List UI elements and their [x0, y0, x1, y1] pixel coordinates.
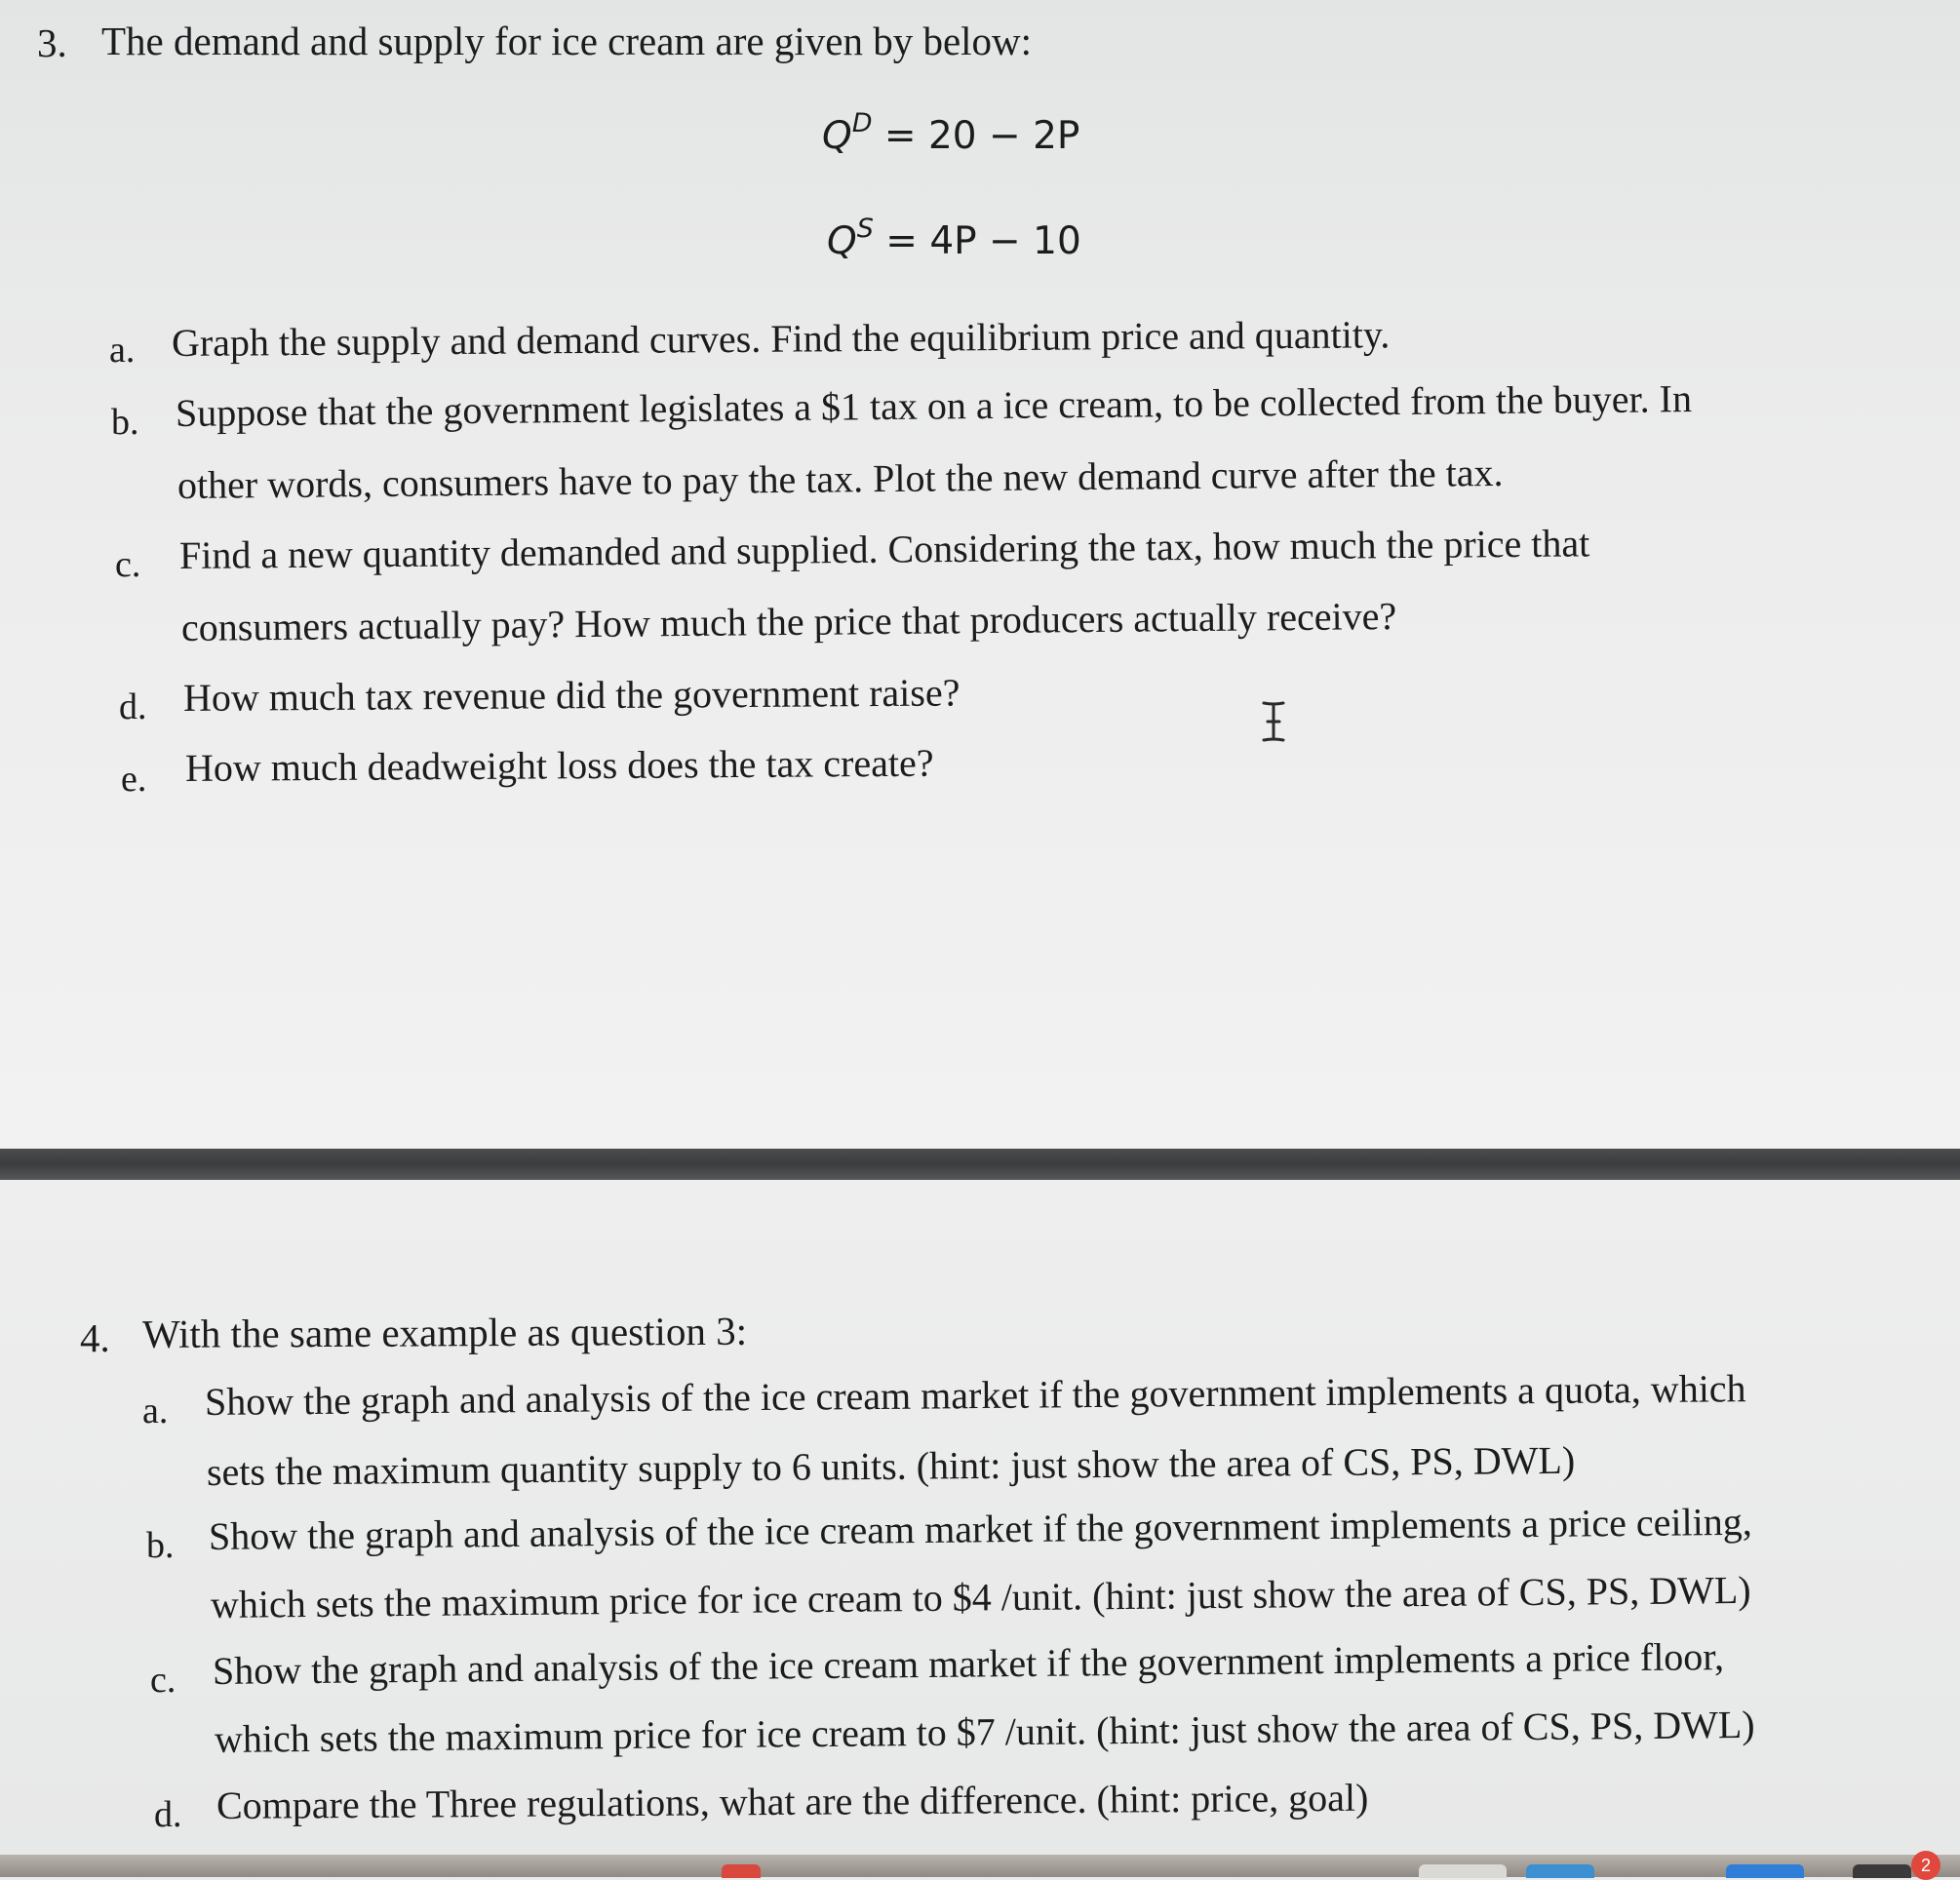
q3-part-e-letter: e. [121, 759, 147, 800]
q4-part-a-line-2: sets the maximum quantity supply to 6 units. (hint: just show the area of CS, PS, DWL) [206, 1437, 1576, 1494]
q3-part-a-line-1: Graph the supply and demand curves. Find the equilibrium price and quantity. [171, 312, 1391, 365]
q3-part-e-line-1: How much deadweight loss does the tax create? [184, 740, 934, 790]
question-4-number: 4. [80, 1315, 110, 1360]
dock-app-icon-3[interactable] [1526, 1864, 1594, 1878]
demand-equation-q: Q [822, 114, 852, 158]
q3-part-c-letter: c. [115, 544, 141, 585]
q4-part-c-letter: c. [150, 1660, 176, 1701]
q3-part-c-line-2: consumers actually pay? How much the price that producers actually receive? [180, 594, 1397, 649]
q4-part-a-letter: a. [142, 1390, 169, 1431]
q4-part-d-line-1: Compare the Three regulations, what are the difference. (hint: price, goal) [216, 1775, 1369, 1827]
q3-part-a-letter: a. [109, 330, 136, 371]
notification-badge: 2 [1911, 1851, 1940, 1880]
supply-equation-q: Q [827, 219, 857, 263]
question-4-heading: With the same example as question 3: [141, 1308, 748, 1356]
text-cursor-icon [1256, 700, 1291, 743]
q4-part-b-line-2: which sets the maximum price for ice cream to $4 /unit. (hint: just show the area of CS, PS, DWL) [210, 1567, 1751, 1626]
supply-equation-rhs: = 4P − 10 [885, 219, 1081, 263]
q3-part-b-letter: b. [111, 402, 139, 443]
supply-equation [827, 214, 1081, 263]
page-divider [0, 1149, 1960, 1180]
dock-app-icon-1[interactable] [722, 1864, 761, 1878]
q3-part-b-line-2: other words, consumers have to pay the tax. Plot the new demand curve after the tax. [176, 450, 1504, 507]
q3-part-c-line-1: Find a new quantity demanded and supplied. Considering the tax, how much the price that [178, 521, 1590, 577]
q3-part-d-line-1: How much tax revenue did the government raise? [182, 670, 960, 720]
supply-equation-superscript: S [856, 214, 874, 244]
dock-app-icon-2[interactable] [1419, 1864, 1507, 1878]
q3-part-b-line-1: Suppose that the government legislates a $1 tax on a ice cream, to be collected from the buyer. In [175, 376, 1693, 435]
dock-bar [0, 1855, 1960, 1877]
demand-equation [822, 108, 1080, 158]
dock-app-icon-5[interactable] [1853, 1864, 1911, 1878]
q4-part-a-line-1: Show the graph and analysis of the ice cream market if the government implements a quota, which [204, 1366, 1746, 1424]
dock-app-icon-4[interactable] [1726, 1864, 1804, 1878]
demand-equation-rhs: = 20 − 2P [883, 114, 1080, 158]
q4-part-b-line-1: Show the graph and analysis of the ice cream market if the government implements a price ceiling, [208, 1499, 1752, 1558]
q4-part-b-letter: b. [146, 1525, 175, 1566]
demand-equation-superscript: D [851, 108, 873, 138]
q3-part-d-letter: d. [119, 686, 147, 727]
q4-part-c-line-2: which sets the maximum price for ice cream to $7 /unit. (hint: just show the area of CS, PS, DWL) [214, 1702, 1755, 1761]
q4-part-c-line-1: Show the graph and analysis of the ice cream market if the government implements a price floor, [212, 1634, 1725, 1693]
question-3-number: 3. [37, 20, 67, 65]
q4-part-d-letter: d. [154, 1794, 182, 1835]
question-3-heading: The demand and supply for ice cream are given by below: [101, 19, 1033, 63]
